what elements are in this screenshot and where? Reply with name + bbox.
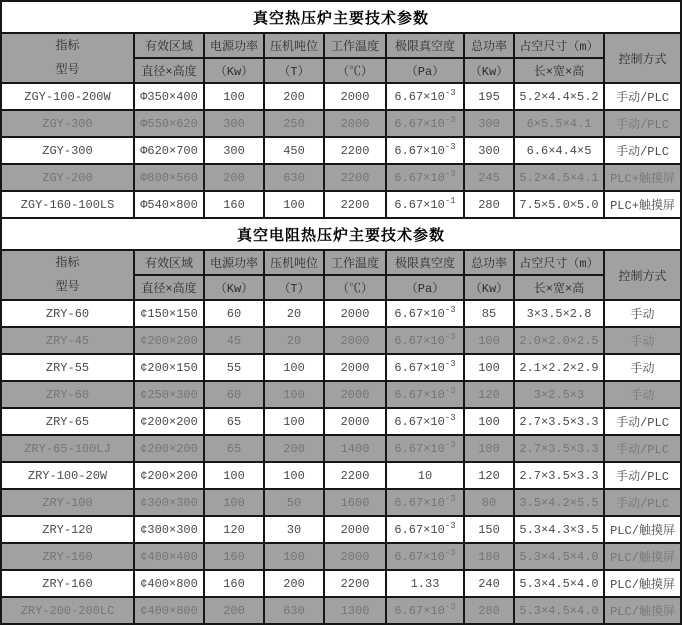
exponent: -1 [444,195,456,206]
cell-model: ZRY-45 [1,327,134,354]
cell-model: ZRY-65 [1,408,134,435]
cell-ultimate-vacuum: $6.67\times 10^{-3}$ [386,543,464,570]
resistance-hot-press-furnace-section [1,218,681,624]
table1-header-row [1,33,681,58]
cell-total-power: 280 [464,191,514,218]
header-ultimate-vacuum-unit: （Pa） [386,58,464,83]
table-row [1,543,681,570]
header-effective-area-unit: 直径×高度 [134,58,204,83]
exponent: -3 [444,168,456,179]
header-model-label: 型号 [55,280,80,294]
cell-power-supply: 200 [204,164,264,191]
header-ultimate-vacuum: 极限真空度 [386,33,464,58]
cell-footprint: 6.6×4.4×5 [514,137,604,164]
header-power-supply: 电源功率 [204,33,264,58]
cell-effective-area: Φ350×400 [134,83,204,110]
table-row [1,137,681,164]
header-working-temp: 工作温度 [324,33,386,58]
cell-power-supply: 300 [204,110,264,137]
cell-effective-area: ¢250×300 [134,381,204,408]
cell-ultimate-vacuum: $6.67\times 10^{-3}$ [386,137,464,164]
cell-ultimate-vacuum: $6.67\times 10^{-3}$ [386,489,464,516]
cell-working-temp: 2000 [324,83,386,110]
cell-working-temp: 2200 [324,570,386,597]
table2-title-row [1,218,681,250]
cell-total-power: 195 [464,83,514,110]
cell-effective-area: ¢200×200 [134,435,204,462]
exponent: -3 [444,87,456,98]
cell-model: ZRY-160 [1,543,134,570]
cell-press-tonnage: 20 [264,300,324,327]
cell-press-tonnage: 100 [264,543,324,570]
table-row [1,327,681,354]
cell-power-supply: 55 [204,354,264,381]
table2-title: 真空电阻热压炉主要技术参数 [1,218,681,250]
cell-working-temp: 1300 [324,597,386,624]
cell-power-supply: 160 [204,191,264,218]
cell-footprint: 5.2×4.5×4.1 [514,164,604,191]
header-working-temp-unit: （℃） [324,58,386,83]
cell-ultimate-vacuum: $6.67\times 10^{-1}$ [386,191,464,218]
cell-working-temp: 2000 [324,300,386,327]
header-working-temp-unit: （℃） [324,275,386,300]
cell-model: ZRY-65-100LJ [1,435,134,462]
cell-ultimate-vacuum: 1.33 [386,570,464,597]
cell-power-supply: 65 [204,435,264,462]
cell-press-tonnage: 250 [264,110,324,137]
cell-working-temp: 1600 [324,489,386,516]
cell-ultimate-vacuum: $6.67\times 10^{-3}$ [386,516,464,543]
cell-effective-area: Φ550×620 [134,110,204,137]
cell-footprint: 6×5.5×4.1 [514,110,604,137]
cell-ultimate-vacuum: $6.67\times 10^{-3}$ [386,408,464,435]
cell-model: ZRY-60 [1,381,134,408]
table-row [1,462,681,489]
cell-model: ZGY-300 [1,110,134,137]
cell-ultimate-vacuum: $6.67\times 10^{-3}$ [386,164,464,191]
cell-press-tonnage: 450 [264,137,324,164]
cell-total-power: 100 [464,435,514,462]
header-model-label: 型号 [55,63,80,77]
cell-footprint: 5.3×4.5×4.0 [514,597,604,624]
cell-press-tonnage: 200 [264,435,324,462]
header-power-supply-unit: （Kw） [204,275,264,300]
cell-model: ZRY-160 [1,570,134,597]
table-row [1,408,681,435]
cell-footprint: 2.7×3.5×3.3 [514,408,604,435]
cell-total-power: 245 [464,164,514,191]
table1-title: 真空热压炉主要技术参数 [1,1,681,33]
table-row [1,110,681,137]
table-row [1,191,681,218]
exponent: -3 [444,304,456,315]
cell-model: ZRY-60 [1,300,134,327]
cell-model: ZRY-100-20W [1,462,134,489]
cell-effective-area: Φ800×560 [134,164,204,191]
cell-total-power: 300 [464,137,514,164]
header-indicator-label: 指标 [55,39,80,53]
cell-control-mode: 手动/PLC [604,408,681,435]
header-effective-area: 有效区域 [134,250,204,275]
cell-total-power: 100 [464,354,514,381]
cell-press-tonnage: 30 [264,516,324,543]
cell-total-power: 120 [464,462,514,489]
cell-power-supply: 100 [204,462,264,489]
cell-footprint: 7.5×5.0×5.0 [514,191,604,218]
cell-total-power: 85 [464,300,514,327]
header-ultimate-vacuum-unit: （Pa） [386,275,464,300]
cell-effective-area: Φ620×700 [134,137,204,164]
table-row [1,597,681,624]
cell-footprint: 3×2.5×3 [514,381,604,408]
cell-control-mode: 手动/PLC [604,462,681,489]
header-total-power: 总功率 [464,33,514,58]
exponent: -3 [444,493,456,504]
exponent: -3 [444,331,456,342]
cell-press-tonnage: 100 [264,354,324,381]
header-footprint: 占空尺寸（m） [514,33,604,58]
cell-model: ZGY-160-100LS [1,191,134,218]
cell-power-supply: 160 [204,570,264,597]
hot-press-furnace-section [1,1,681,218]
cell-footprint: 2.0×2.0×2.5 [514,327,604,354]
cell-working-temp: 2000 [324,110,386,137]
cell-effective-area: ¢300×300 [134,489,204,516]
cell-effective-area: ¢200×200 [134,462,204,489]
table2-header-row [1,250,681,275]
cell-control-mode: 手动 [604,381,681,408]
header-model [1,33,134,83]
header-total-power-unit: （Kw） [464,58,514,83]
header-footprint-unit: 长×宽×高 [514,275,604,300]
header-effective-area: 有效区域 [134,33,204,58]
exponent: -3 [444,412,456,423]
cell-press-tonnage: 50 [264,489,324,516]
cell-ultimate-vacuum: $6.67\times 10^{-3}$ [386,381,464,408]
cell-total-power: 120 [464,381,514,408]
cell-control-mode: PLC+触摸屏 [604,191,681,218]
cell-total-power: 80 [464,489,514,516]
exponent: -3 [444,547,456,558]
cell-working-temp: 1400 [324,435,386,462]
cell-ultimate-vacuum: $6.67\times 10^{-3}$ [386,110,464,137]
cell-press-tonnage: 100 [264,381,324,408]
header-effective-area-unit: 直径×高度 [134,275,204,300]
cell-ultimate-vacuum: $6.67\times 10^{-3}$ [386,597,464,624]
cell-footprint: 5.2×4.4×5.2 [514,83,604,110]
cell-power-supply: 160 [204,543,264,570]
cell-control-mode: 手动 [604,300,681,327]
cell-working-temp: 2000 [324,354,386,381]
cell-footprint: 2.7×3.5×3.3 [514,435,604,462]
header-power-supply-unit: （Kw） [204,58,264,83]
cell-ultimate-vacuum: $6.67\times 10^{-3}$ [386,300,464,327]
cell-total-power: 280 [464,597,514,624]
header-indicator-label: 指标 [55,256,80,270]
cell-total-power: 100 [464,408,514,435]
exponent: -3 [444,141,456,152]
cell-power-supply: 65 [204,408,264,435]
cell-working-temp: 2000 [324,408,386,435]
cell-model: ZRY-100 [1,489,134,516]
cell-footprint: 3×3.5×2.8 [514,300,604,327]
cell-footprint: 3.5×4.2×5.5 [514,489,604,516]
cell-model: ZGY-100-200W [1,83,134,110]
cell-ultimate-vacuum: $6.67\times 10^{-3}$ [386,354,464,381]
cell-working-temp: 2000 [324,327,386,354]
table-row [1,489,681,516]
cell-working-temp: 2200 [324,137,386,164]
cell-footprint: 2.1×2.2×2.9 [514,354,604,381]
cell-control-mode: 手动/PLC [604,110,681,137]
header-press-tonnage: 压机吨位 [264,33,324,58]
cell-ultimate-vacuum: 10 [386,462,464,489]
cell-total-power: 150 [464,516,514,543]
exponent: -3 [444,114,456,125]
cell-footprint: 5.3×4.3×3.5 [514,516,604,543]
cell-total-power: 180 [464,543,514,570]
cell-ultimate-vacuum: $6.67\times 10^{-3}$ [386,83,464,110]
cell-power-supply: 100 [204,489,264,516]
cell-model: ZRY-120 [1,516,134,543]
header-press-tonnage-unit: （T） [264,275,324,300]
table-row [1,354,681,381]
cell-effective-area: ¢400×800 [134,597,204,624]
cell-total-power: 300 [464,110,514,137]
cell-power-supply: 200 [204,597,264,624]
header-working-temp: 工作温度 [324,250,386,275]
cell-press-tonnage: 100 [264,462,324,489]
cell-model: ZRY-55 [1,354,134,381]
header-footprint: 占空尺寸（m） [514,250,604,275]
cell-control-mode: PLC+触摸屏 [604,164,681,191]
exponent: -3 [444,358,456,369]
cell-effective-area: ¢200×200 [134,327,204,354]
header-ultimate-vacuum: 极限真空度 [386,250,464,275]
cell-footprint: 5.3×4.5×4.0 [514,570,604,597]
cell-effective-area: ¢200×150 [134,354,204,381]
cell-control-mode: 手动/PLC [604,435,681,462]
exponent: -3 [444,439,456,450]
cell-working-temp: 2200 [324,462,386,489]
header-control-mode: 控制方式 [604,33,681,83]
table-row [1,164,681,191]
cell-working-temp: 2000 [324,543,386,570]
cell-power-supply: 100 [204,83,264,110]
cell-control-mode: PLC/触摸屏 [604,597,681,624]
cell-ultimate-vacuum: $6.67\times 10^{-3}$ [386,327,464,354]
cell-working-temp: 2000 [324,381,386,408]
cell-control-mode: PLC/触摸屏 [604,516,681,543]
header-control-mode: 控制方式 [604,250,681,300]
cell-power-supply: 60 [204,381,264,408]
exponent: -3 [444,601,456,612]
cell-press-tonnage: 20 [264,327,324,354]
cell-control-mode: 手动 [604,354,681,381]
header-total-power: 总功率 [464,250,514,275]
cell-model: ZRY-200-200LC [1,597,134,624]
header-total-power-unit: （Kw） [464,275,514,300]
cell-press-tonnage: 200 [264,570,324,597]
cell-control-mode: PLC/触摸屏 [604,543,681,570]
table-row [1,516,681,543]
cell-power-supply: 60 [204,300,264,327]
cell-model: ZGY-300 [1,137,134,164]
cell-footprint: 2.7×3.5×3.3 [514,462,604,489]
cell-control-mode: 手动/PLC [604,83,681,110]
cell-effective-area: ¢150×150 [134,300,204,327]
cell-working-temp: 2200 [324,164,386,191]
header-press-tonnage-unit: （T） [264,58,324,83]
table-row [1,435,681,462]
header-press-tonnage: 压机吨位 [264,250,324,275]
cell-control-mode: 手动/PLC [604,137,681,164]
cell-effective-area: ¢300×300 [134,516,204,543]
cell-control-mode: 手动/PLC [604,489,681,516]
cell-effective-area: ¢400×400 [134,543,204,570]
cell-power-supply: 120 [204,516,264,543]
cell-effective-area: ¢200×200 [134,408,204,435]
table-row [1,83,681,110]
cell-footprint: 5.3×4.5×4.0 [514,543,604,570]
table1-title-row [1,1,681,33]
cell-effective-area: Φ540×800 [134,191,204,218]
exponent: -3 [444,385,456,396]
table-row [1,300,681,327]
header-power-supply: 电源功率 [204,250,264,275]
cell-ultimate-vacuum: $6.67\times 10^{-3}$ [386,435,464,462]
cell-effective-area: ¢400×800 [134,570,204,597]
cell-working-temp: 2200 [324,191,386,218]
header-model [1,250,134,300]
cell-total-power: 240 [464,570,514,597]
cell-total-power: 100 [464,327,514,354]
cell-power-supply: 300 [204,137,264,164]
cell-working-temp: 2000 [324,516,386,543]
exponent: -3 [444,520,456,531]
table-row [1,570,681,597]
cell-control-mode: PLC/触摸屏 [604,570,681,597]
cell-control-mode: 手动 [604,327,681,354]
cell-model: ZGY-200 [1,164,134,191]
table-row [1,381,681,408]
cell-press-tonnage: 100 [264,408,324,435]
cell-press-tonnage: 100 [264,191,324,218]
cell-press-tonnage: 200 [264,83,324,110]
header-footprint-unit: 长×宽×高 [514,58,604,83]
cell-press-tonnage: 630 [264,164,324,191]
cell-press-tonnage: 630 [264,597,324,624]
cell-power-supply: 45 [204,327,264,354]
